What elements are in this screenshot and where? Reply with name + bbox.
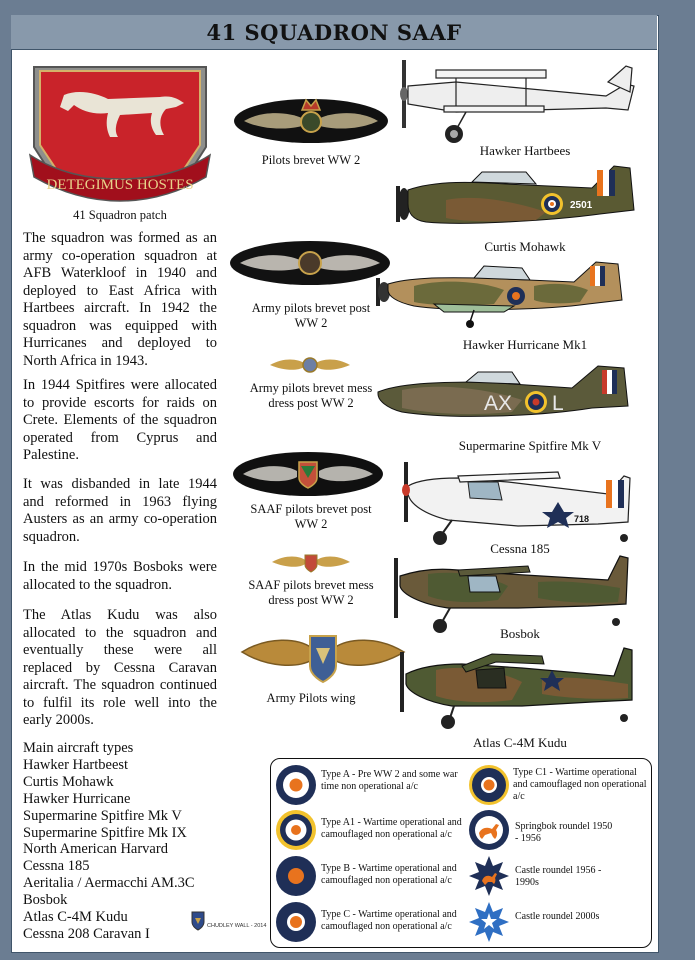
castle-roundel-2000-label: Castle roundel 2000s [515, 911, 600, 922]
saaf-brevet-mess-badge [270, 550, 352, 574]
roundel-type-a-label: Type A - Pre WW 2 and some war time non operational a/c [321, 769, 458, 792]
page-title: 41 SQUADRON SAAF [206, 20, 462, 45]
roundel-type-b-icon [275, 855, 317, 897]
castle-roundel-1956-label: Castle roundel 1956 - 1990s [515, 865, 602, 888]
kudu-aircraft-icon [392, 644, 638, 732]
roundel-type-b-label: Type B - Wartime operational and camouflaged non operational a/c [321, 863, 457, 886]
spitfire-aircraft-icon [372, 360, 634, 434]
aircraft-caption-3: Hawker Hurricane Mk1 [462, 337, 588, 352]
castle-roundel-1956-icon [468, 855, 510, 897]
squadron-patch [28, 55, 212, 205]
bosbok-aircraft-icon [388, 552, 634, 636]
badge-caption-1: Pilots brevet WW 2 [261, 153, 361, 167]
aircraft-caption-6: Bosbok [500, 626, 540, 641]
aircraft-types-heading: Main aircraft types [23, 740, 134, 756]
roundel-type-a1-label: Type A1 - Wartime operational and camouflaged non operational a/c [321, 817, 462, 840]
history-paragraph-1: The squadron was formed as an army co-operation squadron at AFB Waterkloof in 1940 and deployed to East Africa with Hartbees aircraft. In 1942 the squadron was equipped with Hurricanes and deployed to North Africa in 1943. [23, 230, 217, 369]
mohawk-serial: 2501 [570, 200, 593, 211]
aircraft-type-item: Cessna 208 Caravan I [23, 925, 150, 942]
aircraft-caption-2: Curtis Mohawk [484, 239, 566, 254]
roundel-type-c1-label: Type C1 - Wartime operational and camouflaged non operational a/c [513, 767, 647, 802]
artist-crest-icon [190, 910, 206, 932]
aircraft-type-item: Hawker Hartbeest [23, 756, 129, 773]
roundel-type-a-icon [275, 764, 317, 806]
castle-roundel-2000-icon [468, 901, 510, 943]
title-bar [11, 15, 657, 50]
roundel-legend [270, 758, 652, 948]
cessna-aircraft-icon [398, 452, 634, 548]
cessna-serial: 718 [574, 514, 590, 524]
patch-motto: DETEGIMUS HOSTES [46, 177, 194, 193]
aircraft-caption-5: Cessna 185 [490, 541, 550, 556]
aircraft-type-item: Supermarine Spitfire Mk V [23, 807, 182, 824]
aircraft-type-item: North American Harvard [23, 841, 168, 858]
aircraft-type-item: Cessna 185 [23, 858, 90, 875]
badge-caption-6: Army Pilots wing [266, 691, 356, 705]
saaf-brevet-badge [231, 448, 385, 500]
badge-caption-3: Army pilots brevet mess dress post WW 2 [249, 381, 373, 410]
aircraft-caption-1: Hawker Hartbees [479, 143, 571, 158]
brevet-ww2-badge [232, 88, 390, 146]
hartbees-aircraft-icon [396, 56, 640, 150]
aircraft-type-item: Supermarine Spitfire Mk IX [23, 824, 187, 841]
roundel-type-c-icon [275, 901, 317, 943]
aircraft-type-item: Bosbok [23, 892, 68, 909]
badge-caption-2: Army pilots brevet post WW 2 [251, 301, 371, 330]
springbok-roundel-label: Springbok roundel 1950 - 1956 [515, 821, 613, 844]
aircraft-types-list [23, 740, 243, 943]
history-paragraph-5: The Atlas Kudu was also allocated to the squadron and eventually these were all replaced by Cessna Caravan aircraft. The squadron continued to fulfil its role well into the early 2000s. [23, 607, 217, 728]
aircraft-type-item: Aeritalia / Aermacchi AM.3C [23, 875, 195, 892]
spitfire-code-right: L [552, 392, 564, 415]
roundel-type-a1-icon [275, 809, 317, 851]
patch-caption: 41 Squadron patch [73, 208, 167, 222]
aircraft-type-item: Curtis Mohawk [23, 773, 114, 790]
badge-caption-4: SAAF pilots brevet post WW 2 [250, 502, 372, 531]
army-brevet-badge [228, 236, 392, 290]
aircraft-caption-4: Supermarine Spitfire Mk V [458, 438, 602, 453]
hurricane-aircraft-icon [374, 256, 632, 328]
army-pilots-wing-badge [238, 630, 408, 686]
history-paragraph-4: In the mid 1970s Bosboks were allocated to the squadron. [23, 559, 217, 593]
aircraft-type-item: Atlas C-4M Kudu [23, 909, 128, 926]
spitfire-code-left: AX [484, 392, 513, 415]
aircraft-type-item: Hawker Hurricane [23, 790, 131, 807]
mohawk-aircraft-icon [386, 160, 640, 236]
artist-signature: CHUDLEY WALL - 2014 [207, 923, 267, 929]
history-paragraph-2: In 1944 Spitfires were allocated to provide escorts for raids on Crete. Elements of the squadron operated from Cyprus and Palestine. [23, 377, 217, 463]
army-brevet-mess-badge [268, 353, 352, 377]
roundel-type-c1-icon [468, 764, 510, 806]
history-paragraph-3: It was disbanded in late 1944 and reformed in 1963 flying Austers as an army co-operation squadron. [23, 476, 217, 545]
springbok-roundel-icon [468, 809, 510, 851]
badge-caption-5: SAAF pilots brevet mess dress post WW 2 [248, 578, 374, 607]
aircraft-caption-7: Atlas C-4M Kudu [473, 735, 567, 750]
roundel-type-c-label: Type C - Wartime operational and camouflaged non operational a/c [321, 909, 457, 932]
